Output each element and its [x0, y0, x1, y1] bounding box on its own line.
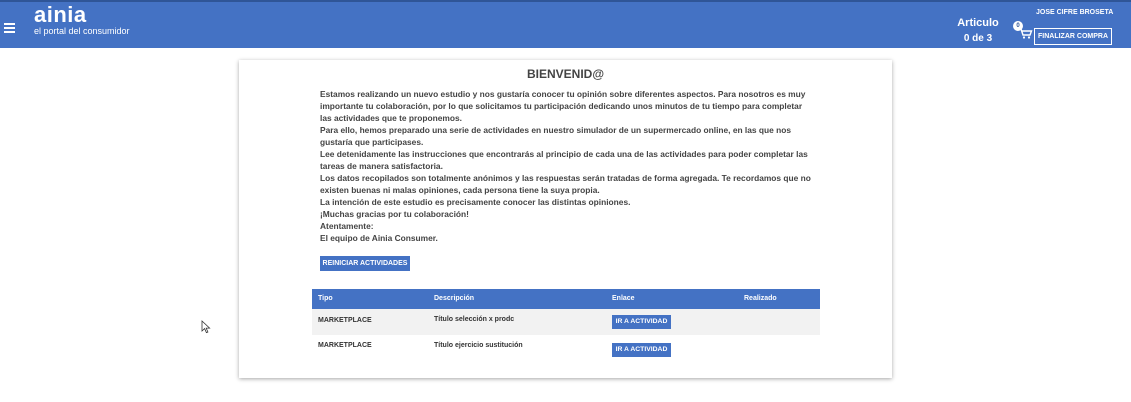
hamburger-icon[interactable] — [4, 23, 15, 32]
welcome-title: BIENVENID@ — [526, 67, 605, 81]
go-to-activity-button[interactable]: IR A ACTIVIDAD — [612, 343, 671, 357]
article-count: 0 de 3 — [963, 33, 993, 44]
intro-paragraph: La intención de este estudio es precisamente conocer las distintas opiniones. — [320, 197, 631, 207]
intro-paragraph: El equipo de Ainia Consumer. — [320, 233, 438, 243]
cart-icon[interactable] — [1014, 22, 1034, 42]
article-label: Articulo — [957, 17, 999, 29]
go-to-activity-button[interactable]: IR A ACTIVIDAD — [612, 315, 671, 329]
finalize-purchase-button[interactable]: FINALIZAR COMPRA — [1034, 28, 1112, 45]
intro-paragraph: ¡Muchas gracias por tu colaboración! — [320, 209, 469, 219]
activities-table — [312, 289, 820, 361]
mouse-cursor-icon — [201, 320, 211, 334]
intro-paragraph: Estamos realizando un nuevo estudio y nos gustaría conocer tu opinión sobre diferentes aspectos. Para nosotros es muy importante tu colaboración, por lo que solicitamos tu participación dedicando unos minutos de tu tiempo para completar las actividades que te proponemos. — [320, 89, 806, 123]
intro-paragraph: Lee detenidamente las instrucciones que encontrarás al principio de cada una de las actividades para poder completar las tareas de manera satisfactoria. — [320, 149, 808, 171]
column-header-realizado: Realizado — [744, 295, 777, 302]
intro-paragraph: Atentamente: — [320, 221, 374, 231]
brand-logo[interactable] — [34, 2, 130, 36]
article-counter — [955, 17, 1001, 45]
table-header — [312, 289, 820, 309]
cell-descripcion: Título selección x prodc — [434, 316, 515, 323]
cart-badge: 0 — [1013, 21, 1023, 31]
column-header-descripcion: Descripción — [434, 295, 475, 302]
user-name[interactable]: JOSE CIFRE BROSETA — [1036, 9, 1114, 16]
table-row — [312, 335, 820, 361]
brand-name: ainia — [34, 2, 87, 27]
intro-paragraph: Los datos recopilados son totalmente anónimos y las respuestas serán tratadas de forma agregada. Te recordamos que no existen buenas ni malas opiniones, cada persona tiene la suya propia. — [320, 173, 811, 195]
table-row — [312, 309, 820, 335]
column-header-enlace: Enlace — [612, 295, 635, 302]
intro-paragraph: Para ello, hemos preparado una serie de actividades en nuestro simulador de un supermercado online, en las que nos gustaría que participases. — [320, 125, 791, 147]
top-navbar — [0, 0, 1131, 48]
cell-tipo: MARKETPLACE — [318, 342, 372, 349]
cell-descripcion: Título ejercicio sustitución — [434, 342, 523, 349]
brand-tagline: el portal del consumidor — [34, 26, 130, 36]
welcome-text — [320, 88, 816, 244]
cell-tipo: MARKETPLACE — [318, 317, 372, 324]
reset-activities-button[interactable]: REINICIAR ACTIVIDADES — [320, 256, 410, 271]
column-header-tipo: Tipo — [318, 295, 333, 302]
welcome-card — [239, 60, 892, 378]
